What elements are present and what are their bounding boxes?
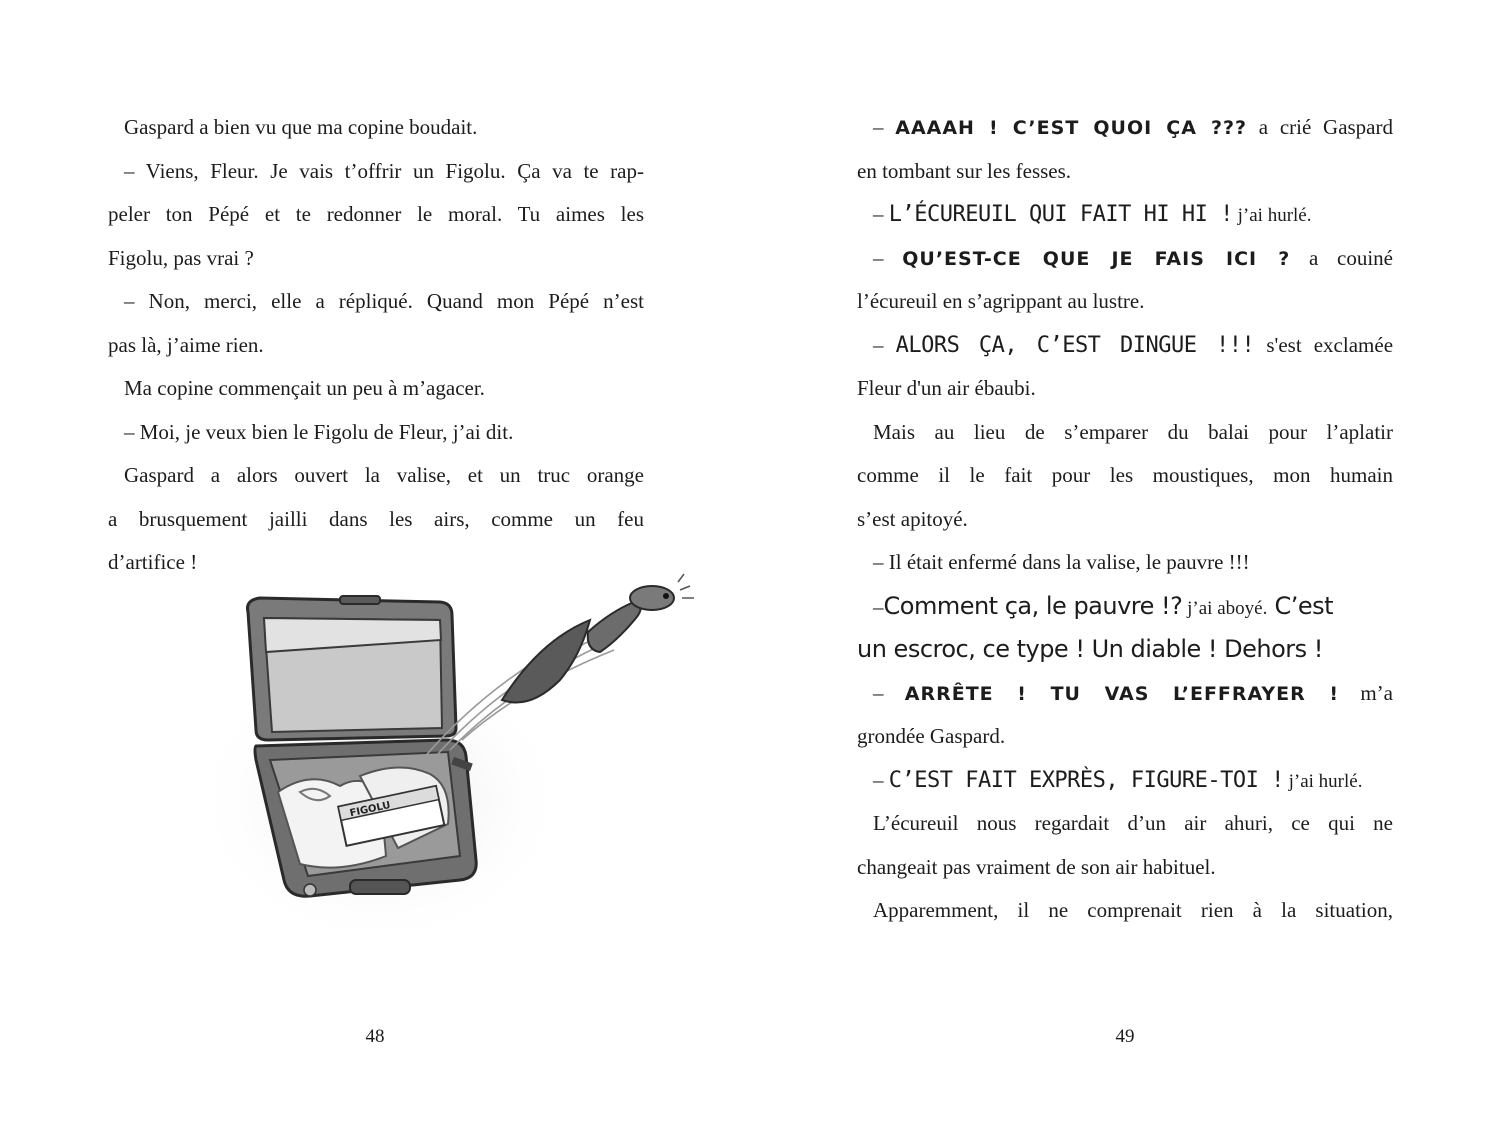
text-line: – C’EST FAIT EXPRÈS, FIGURE-TOI ! j’ai hurlé. [873,767,1363,793]
shout-text: AAAAH ! C’EST QUOI ÇA ??? [895,117,1248,139]
suitcase-icon [248,596,477,896]
text-line: Gaspard a alors ouvert la valise, et un truc orange [124,463,644,487]
right-page-text [857,106,1393,933]
text-line: – Non, merci, elle a répliqué. Quand mon Pépé n’est [124,289,644,313]
shout-text: Comment ça, le pauvre !? [883,591,1183,620]
text-line: – Il était enfermé dans la valise, le pauvre !!! [873,550,1250,574]
shout-text: un escroc, ce type ! Un diable ! Dehors ! [857,635,1323,663]
shout-text: ALORS ÇA, C’EST DINGUE !!! [895,332,1255,358]
text-line: a brusquement jailli dans les airs, comme un feu [108,506,644,531]
text-line: d’artifice ! [108,550,198,574]
text-line: s’est apitoyé. [857,506,968,531]
text-line: Mais au lieu de s’emparer du balai pour l’aplatir [873,419,1393,444]
shout-text: C’est [1267,591,1334,620]
text-line: Fleur d'un air ébaubi. [857,376,1036,400]
text-line: peler ton Pépé et te redonner le moral. Tu aimes les [108,202,644,226]
shout-text: QU’EST-CE QUE JE FAIS ICI ? [902,247,1291,270]
shout-text: ARRÊTE ! TU VAS L’EFFRAYER ! [904,682,1340,705]
text-line [857,628,1393,672]
text-line: – Moi, je veux bien le Figolu de Fleur, j’ai dit. [124,419,514,444]
text-line: Gaspard a bien vu que ma copine boudait. [124,115,478,139]
squirrel-icon [502,574,694,703]
shout-text: C’EST FAIT EXPRÈS, FIGURE-TOI ! [888,767,1284,793]
page-number: 49 [1115,1026,1135,1047]
shout-text: L’ÉCUREUIL QUI FAIT HI HI ! [888,202,1233,227]
suitcase-squirrel-illustration [190,560,710,960]
text-line: – QU’EST-CE QUE JE FAIS ICI ? a couiné [873,245,1394,270]
text-line: – L’ÉCUREUIL QUI FAIT HI HI ! j’ai hurlé. [873,202,1312,227]
text-line: – ALORS ÇA, C’EST DINGUE !!! s'est exclamée [873,332,1394,358]
text-line: L’écureuil nous regardait d’un air ahuri, ce qui ne [873,811,1393,835]
text-line: – AAAAH ! C’EST QUOI ÇA ??? a crié Gaspard [873,115,1393,139]
text-line: l’écureuil en s’agrippant au lustre. [857,289,1145,313]
left-page-text [108,106,644,585]
text-line: – ARRÊTE ! TU VAS L’EFFRAYER ! m’a [873,680,1393,705]
figolu-label: FIGOLU [348,799,392,820]
page-number: 48 [365,1026,385,1047]
text-line: Ma copine commençait un peu à m’agacer. [124,376,485,400]
text-line: en tombant sur les fesses. [857,158,1072,183]
text-line: pas là, j’aime rien. [108,332,264,357]
text-line: changeait pas vraiment de son air habituel. [857,854,1216,879]
text-line: Figolu, pas vrai ? [108,245,254,270]
text-line: comme il le fait pour les moustiques, mon humain [857,463,1393,487]
right-page [750,0,1500,1125]
text-line: –Comment ça, le pauvre !? j’ai aboyé. C’est [873,591,1334,620]
text-line: – Viens, Fleur. Je vais t’offrir un Figolu. Ça va te rap- [124,158,644,183]
text-line: grondée Gaspard. [857,724,1006,748]
text-line: Apparemment, il ne comprenait rien à la situation, [873,898,1393,922]
